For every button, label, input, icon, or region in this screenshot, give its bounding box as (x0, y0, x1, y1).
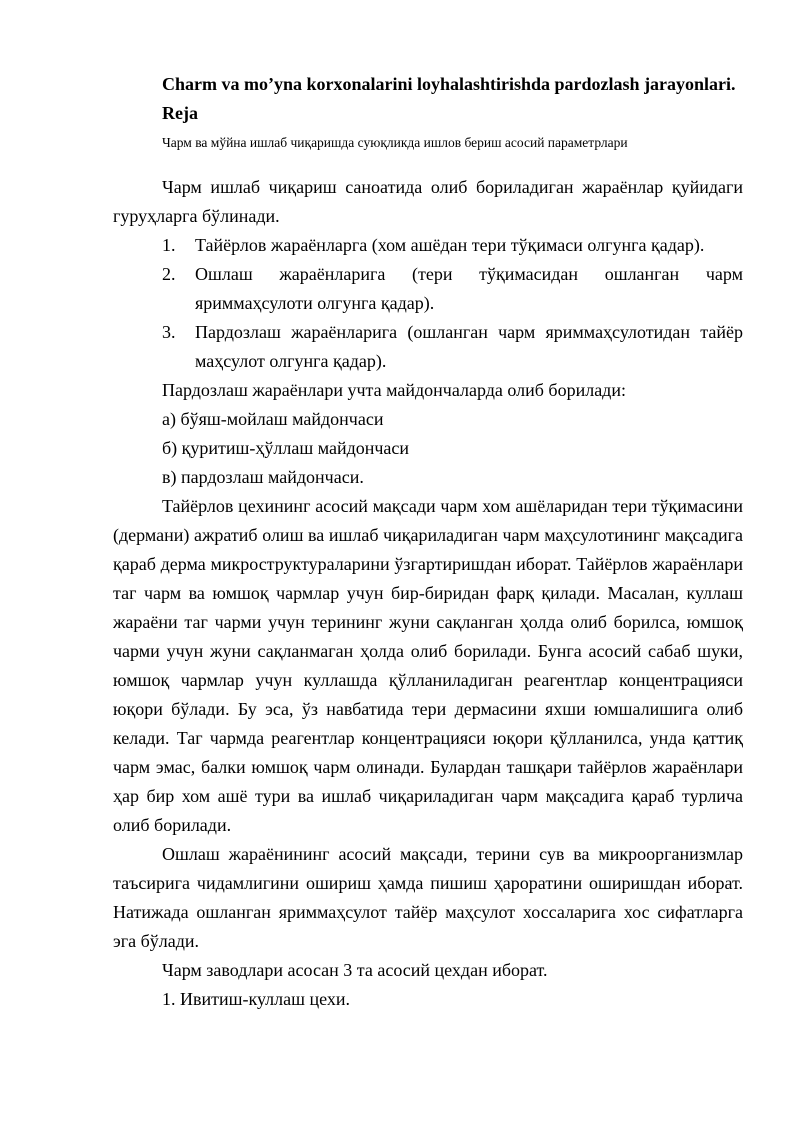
spacer (113, 157, 743, 173)
workshop-list-item: 1. Ивитиш-куллаш цехи. (162, 989, 351, 1009)
areas-intro: Пардозлаш жараёнлари учта майдончаларда олиб борилади: (162, 380, 626, 400)
document-body (113, 70, 743, 1014)
list-number: 2. (162, 264, 176, 284)
list-number: 3. (162, 322, 176, 342)
body-paragraph: Чарм заводлари асосан 3 та асосий цехдан иборат. (162, 960, 548, 980)
list-text: Ошлаш жараёнларига (тери тўқимасидан ошланган чарм яриммаҳсулоти олгунга қадар). (195, 264, 743, 313)
list-item (113, 318, 743, 376)
intro-paragraph: Чарм ишлаб чиқариш саноатида олиб бориладиган жараёнлар қуйидаги гуруҳларга бўлинади. (113, 177, 743, 226)
document-title: Charm va mo’yna korxonalarini loyhalashtirishda pardozlash jarayonlari. (162, 74, 736, 94)
list-number: 1. (162, 235, 176, 255)
area-item: в) пардозлаш майдончаси. (162, 467, 364, 487)
body-paragraph: Ошлаш жараёнининг асосий мақсади, терини сув ва микроорганизмлар таъсирига чидамлигини ошириш ҳамда пишиш ҳароратини оширишдан иборат. Натижада ошланган яриммаҳсулот тайёр маҳсулот хоссаларига хос сифатларга эга бўлади. (113, 844, 743, 951)
list-text: Тайёрлов жараёнларга (хом ашёдан тери тўқимаси олгунга қадар). (195, 235, 705, 255)
list-text: Пардозлаш жараёнларига (ошланган чарм яриммаҳсулотидан тайёр маҳсулот олгунга қадар). (195, 322, 743, 371)
list-item (113, 260, 743, 318)
list-item (113, 231, 743, 260)
plan-heading: Reja (162, 103, 198, 123)
area-item: а) бўяш-мойлаш майдончаси (162, 409, 384, 429)
body-paragraph: Тайёрлов цехининг асосий мақсади чарм хом ашёларидан тери тўқимасини (дермани) ажратиб олиш ва ишлаб чиқариладиган чарм маҳсулотининг мақсадига қараб дерма микроструктураларини ўзгартиришдан иборат. Тайёрлов жараёнлари таг чарм ва юмшоқ чармлар учун бир-биридан фарқ қилади. Масалан, куллаш жараёни таг чарми учун терининг жуни сақланган ҳолда олиб борилса, юмшоқ чарми учун жуни сақланмаган ҳолда олиб борилади. Бунга асосий сабаб шуки, юмшоқ чармлар учун куллашда қўлланиладиган реагентлар концентрацияси юқори бўлади. Бу эса, ўз навбатида тери дермасини яхши юмшалишига олиб келади. Таг чармда реагентлар концентрацияси юқори қўлланилса, унда қаттиқ чарм эмас, балки юмшоқ чарм олинади. Булардан ташқари тайёрлов жараёнлари ҳар бир хом ашё тури ва ишлаб чиқариладиган чарм мақсадига қараб турлича олиб борилади. (113, 496, 743, 835)
plan-item: Чарм ва мўйна ишлаб чиқаришда суюқликда ишлов бериш асосий параметрлари (162, 135, 628, 150)
area-item: б) қуритиш-ҳўллаш майдончаси (162, 438, 410, 458)
process-list (113, 231, 743, 376)
